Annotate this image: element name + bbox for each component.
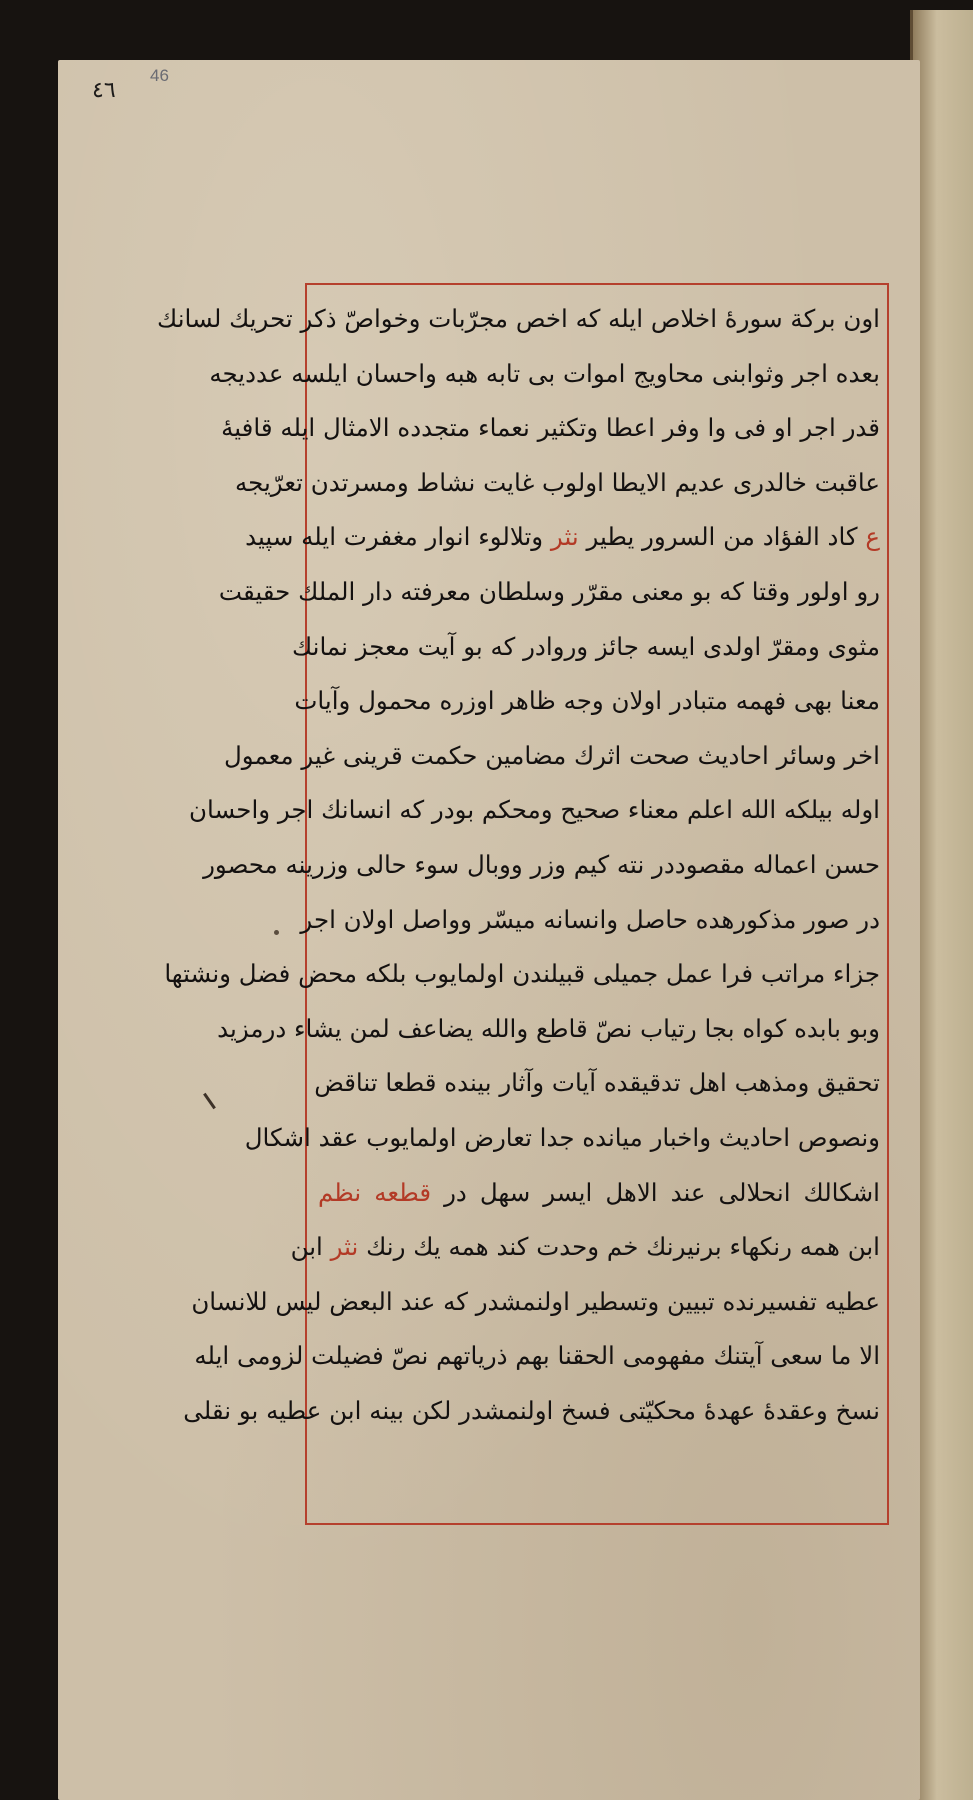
text-line: بعده اجر وثوابنى محاويج اموات بی تابه هبه واحسان ایلسه عددیجه: [209, 358, 880, 388]
text-line: ابن همه رنکهاء برنیرنك خم وحدت کند همه یك رنك نثر ابن: [290, 1232, 880, 1262]
text-line: اشکالك انحلالی عند الاهل ایسر سهل در قطعه نظم: [318, 1177, 880, 1207]
text-line: معنا بهی فهمه متبادر اولان وجه ظاهر اوزره محمول وآیات: [294, 686, 880, 716]
ink-dot: [274, 930, 279, 935]
text-line: ع کاد الفؤاد من السرور يطير نثر وتلالوء انوار مغفرت ایله سپید: [245, 522, 880, 552]
text-line: مثوی ومقرّ اولدی ایسه جائز وروادر که بو آیت معجز نمانك: [292, 631, 880, 661]
text-line: عاقبت خالدری عدیم الایطا اولوب غایت نشاط ومسرتدن تعرّیجه: [235, 467, 880, 497]
text-line: جزاء مراتب فرا عمل جمیلی قبیلندن اولمایوب بلکه محض فضل ونشتها: [164, 959, 880, 989]
text-line: اخر وسائر احادیث صحت اثرك مضامین حکمت قرینی غیر معمول: [224, 740, 880, 770]
text-line: قدر اجر او فى وا وفر اعطا وتکثیر نعماء متجدده الامثال ایله قافیهٔ: [221, 413, 880, 443]
rubric-word: نظم: [318, 1177, 362, 1207]
text-line: تحقیق ومذهب اهل تدقیقده آیات وآثار بینده قطعا تناقض: [314, 1068, 880, 1098]
text-line: عطیه تفسیرنده تبیین وتسطیر اولنمشدر که عند البعض لیس للانسان: [191, 1286, 880, 1316]
rubric-word: قطعه: [374, 1177, 432, 1207]
text-line: رو اولور وقتا که بو معنی مقرّر وسلطان معرفته دار الملك حقیقت: [218, 576, 880, 606]
text-line: حسن اعماله مقصوددر نته کیم وزر ووبال سوء حالی وزرینه محصور: [203, 849, 880, 879]
rubric-word: ع: [865, 522, 880, 552]
rubric-word: نثر: [550, 522, 579, 552]
folio-number: ٤٦: [92, 78, 116, 103]
text-line: ونصوص احادیث واخبار میانده جدا تعارض اولمایوب عقد اشکال: [244, 1122, 880, 1152]
text-line: اوله بیلکه الله اعلم معناء صحیح ومحکم بودر که انسانك اجر واحسان: [188, 795, 880, 825]
text-line: اون بركة سورهٔ اخلاص ایله که اخص مجرّبات وخواصّ ذکر تحریك لسانك: [157, 304, 880, 333]
text-line: الا ما سعی آیتنك مفهومی الحقنا بهم ذریاتهم نصّ فضیلت لزومی ایله: [194, 1341, 880, 1371]
text-line: وبو بابده کواه بجا رتیاب نصّ قاطع والله یضاعف لمن یشاء درمزید: [217, 1013, 880, 1043]
folio-pencil-number: 46: [150, 66, 169, 85]
rubric-word: نثر: [330, 1232, 359, 1262]
text-line: در صور مذکورهده حاصل وانسانه میسّر وواصل اولان اجر: [300, 904, 880, 934]
text-line: نسخ وعقدهٔ عهدهٔ محکیّتی فسخ اولنمشدر لکن بینه ابن عطیه بو نقلی: [183, 1395, 880, 1425]
text-block: [157, 292, 880, 1514]
